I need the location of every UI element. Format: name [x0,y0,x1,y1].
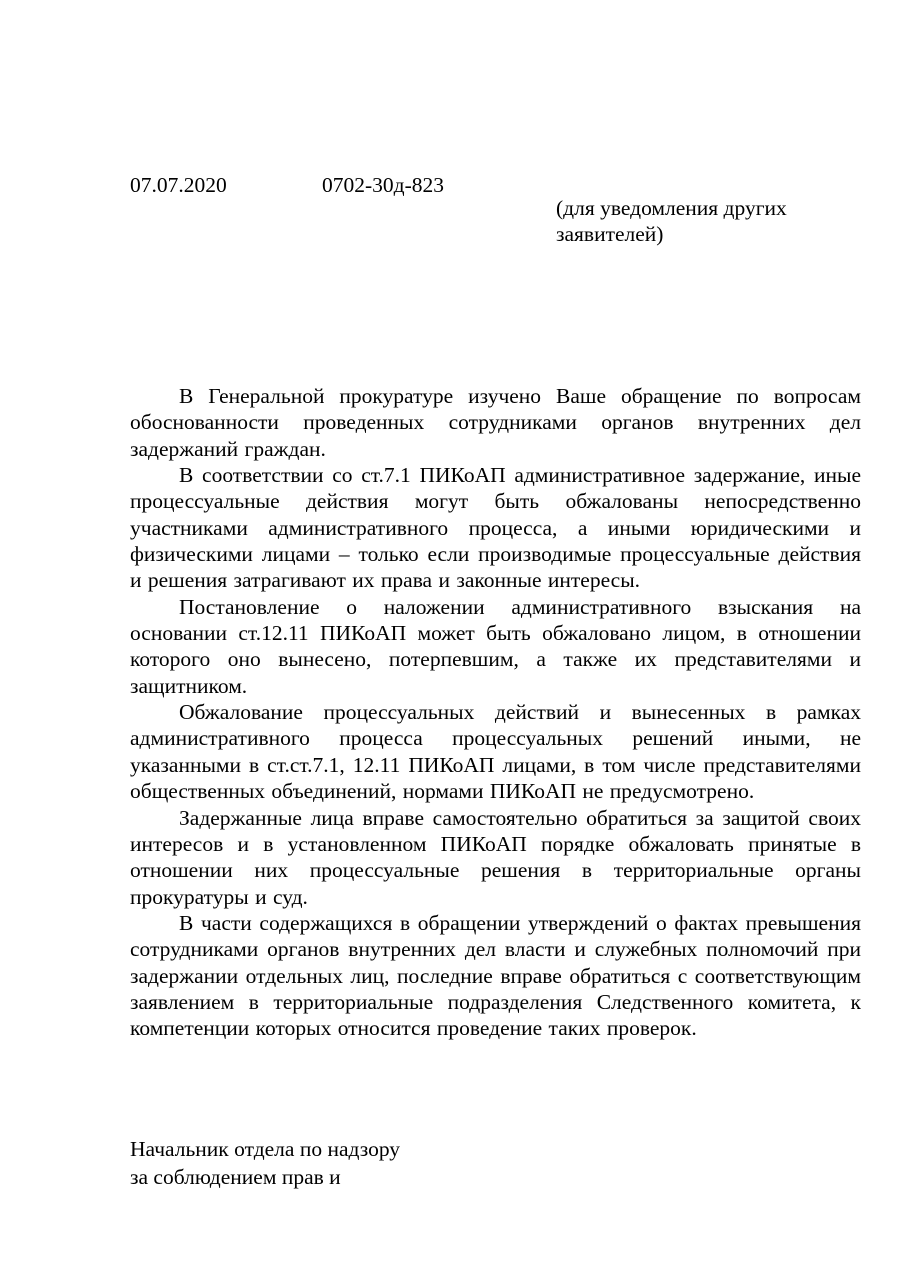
paragraph-detainees-rights: Задержанные лица вправе самостоятельно обратиться за защитой своих интересов и в установленном ПИКоАП порядке обжаловать принятые в отношении них процессуальные решения в территориальные органы прокуратуры и суд. [130,805,861,909]
paragraph-art-7-1: В соответствии со ст.7.1 ПИКоАП административное задержание, иные процессуальные действия могут быть обжалованы непосредственно участниками административного процесса, а иными юридическими и физическими лицами – только если производимые процессуальные действия и решения затрагивают их права и законные интересы. [130,463,861,593]
letter-date: 07.07.2020 [130,173,227,197]
signature-title-line-2: за соблюдением прав и [130,1164,341,1189]
paragraph-art-12-11: Постановление о наложении административного взыскания на основании ст.12.11 ПИКоАП может быть обжаловано лицом, в отношении которого оно вынесено, потерпевшим, а также их представителями и защитником. [130,594,861,698]
paragraph-investigative-committee: В части содержащихся в обращении утверждений о фактах превышения сотрудниками органов внутренних дел власти и служебных полномочий при задержании отдельных лиц, последние вправе обратиться с соответствующим заявлением в территориальные подразделения Следственного комитета, к компетенции которых относится проведение таких проверок. [130,910,861,1041]
letter-outgoing-number: 0702-30д-823 [322,173,445,197]
signature-block [130,1136,400,1191]
notice-for-other-applicants: (для уведомления других заявителей) [556,196,787,246]
paragraph-intro: В Генеральной прокуратуре изучено Ваше обращение по вопросам обоснованности проведенных сотрудниками органов внутренних дел задержаний граждан. [130,384,861,461]
signature-title-line-1: Начальник отдела по надзору [130,1137,401,1161]
letter-body [130,383,861,1042]
paragraph-appeal-limits: Обжалование процессуальных действий и вынесенных в рамках административного процесса процессуальных решений иными, не указанными в ст.ст.7.1, 12.11 ПИКоАП лицами, в том числе представителями общественных объединений, нормами ПИКоАП не предусмотрено. [130,700,861,804]
